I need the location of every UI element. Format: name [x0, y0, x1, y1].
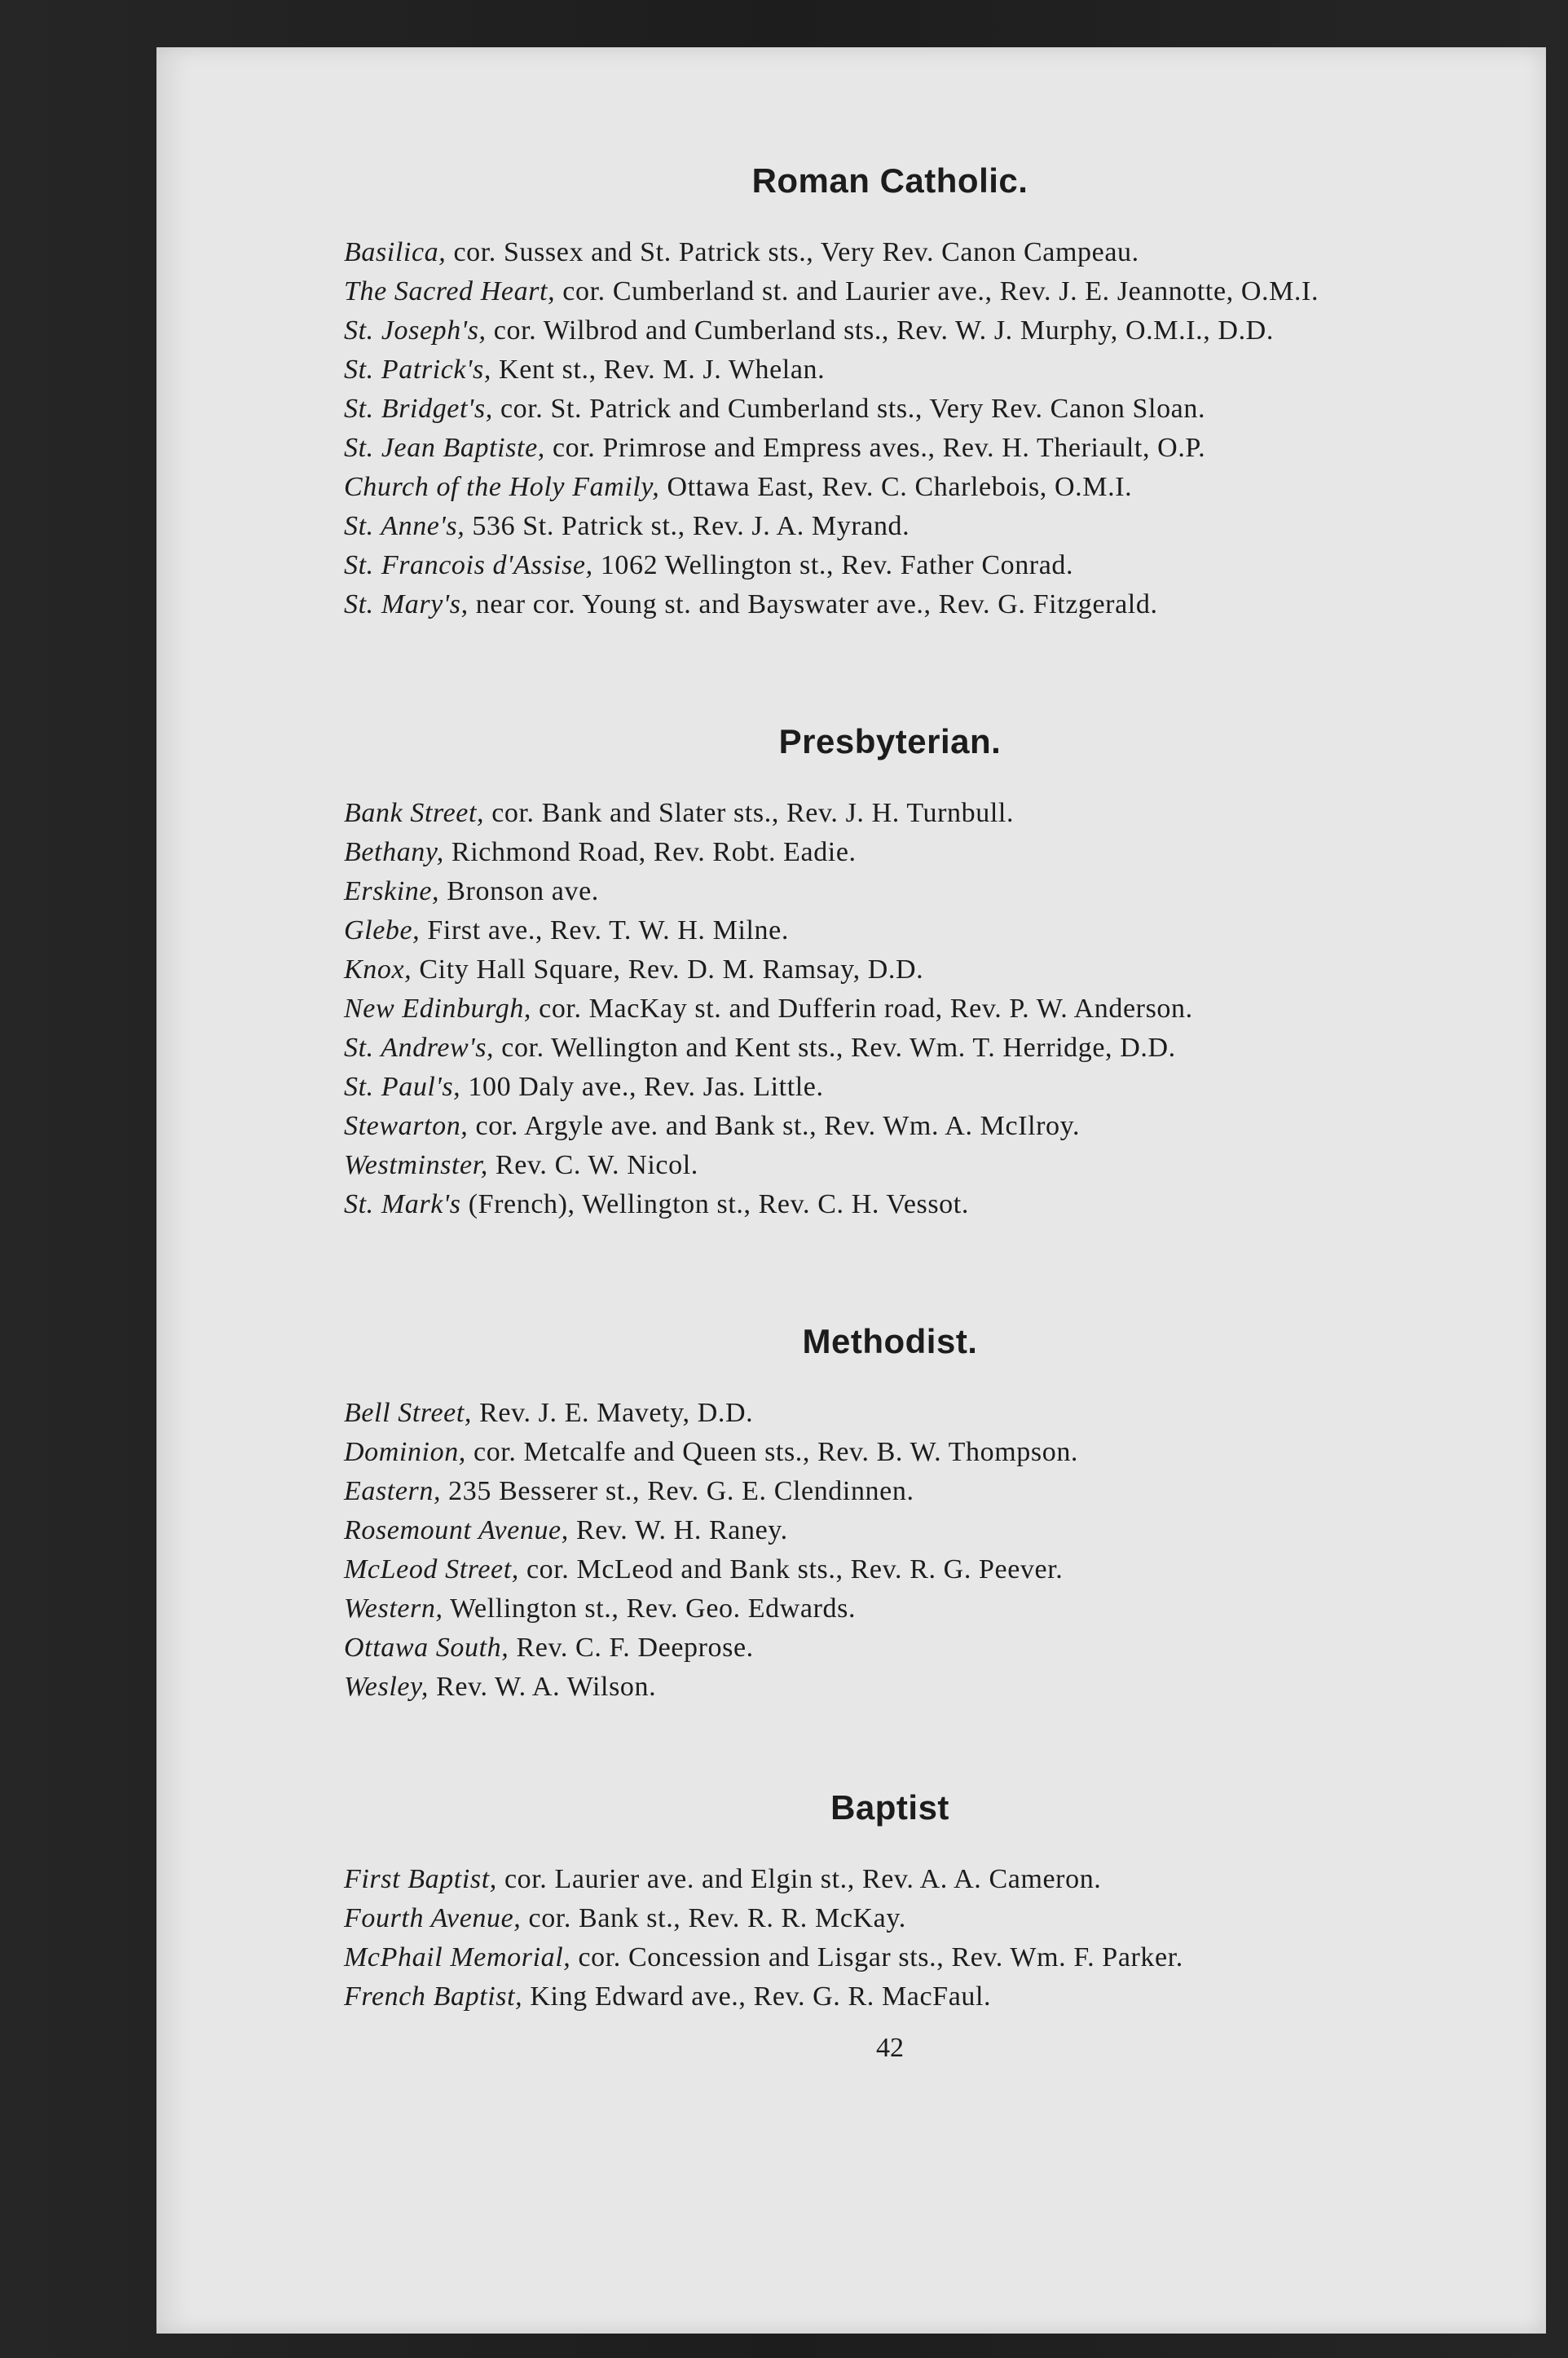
church-details: cor. Wilbrod and Cumberland sts., Rev. W. J. Murphy, O.M.I., D.D.: [486, 315, 1274, 346]
church-name: St. Jean Baptiste,: [344, 433, 545, 463]
document-page: [156, 47, 1546, 2334]
church-details: cor. Argyle ave. and Bank st., Rev. Wm. A. McIlroy.: [468, 1111, 1081, 1141]
church-name: Bethany,: [344, 837, 444, 867]
section-title: Roman Catholic.: [751, 161, 1028, 200]
church-details: cor. McLeod and Bank sts., Rev. R. G. Peever.: [518, 1554, 1064, 1584]
church-details: 235 Besserer st., Rev. G. E. Clendinnen.: [441, 1476, 914, 1506]
church-name: St. Francois d'Assise,: [344, 550, 593, 580]
church-entry: [344, 1977, 1436, 2016]
church-list: [344, 1394, 1436, 1707]
section-spacer: [344, 1707, 1436, 1788]
church-name: St. Paul's,: [344, 1072, 461, 1102]
section-presbyterian: [344, 722, 1436, 1224]
church-entry: [344, 350, 1436, 390]
church-entry: [344, 1068, 1436, 1107]
church-entry: [344, 794, 1436, 833]
church-details: City Hall Square, Rev. D. M. Ramsay, D.D.: [412, 954, 924, 985]
church-details: near cor. Young st. and Bayswater ave., Rev. G. Fitzgerald.: [468, 589, 1158, 619]
church-details: cor. Sussex and St. Patrick sts., Very Rev. Canon Campeau.: [446, 237, 1139, 267]
church-name: Eastern,: [344, 1476, 442, 1506]
church-name: Ottawa South,: [344, 1633, 509, 1663]
church-details: cor. Concession and Lisgar sts., Rev. Wm. F. Parker.: [570, 1942, 1183, 1972]
church-details: First ave., Rev. T. W. H. Milne.: [420, 915, 789, 945]
church-details: cor. St. Patrick and Cumberland sts., Very Rev. Canon Sloan.: [492, 394, 1206, 424]
church-name: Erskine,: [344, 876, 440, 906]
church-entry: [344, 390, 1436, 429]
church-details: Rev. J. E. Mavety, D.D.: [472, 1398, 754, 1428]
church-details: cor. Bank and Slater sts., Rev. J. H. Turnbull.: [484, 798, 1015, 828]
church-name: St. Bridget's,: [344, 394, 493, 424]
church-name: Bell Street,: [344, 1398, 472, 1428]
church-entry: [344, 429, 1436, 468]
church-details: Rev. W. H. Raney.: [568, 1515, 788, 1545]
church-entry: [344, 1394, 1436, 1433]
church-details: 1062 Wellington st., Rev. Father Conrad.: [592, 550, 1074, 580]
church-name: St. Anne's,: [344, 511, 465, 541]
section-baptist: [344, 1788, 1436, 2016]
church-entry: [344, 585, 1436, 624]
church-details: cor. MacKay st. and Dufferin road, Rev. P. W. Anderson.: [531, 994, 1193, 1024]
church-details: (French), Wellington st., Rev. C. H. Vessot.: [460, 1189, 969, 1219]
church-details: 536 St. Patrick st., Rev. J. A. Myrand.: [465, 511, 910, 541]
church-details: cor. Metcalfe and Queen sts., Rev. B. W. Thompson.: [465, 1437, 1079, 1467]
church-name: Knox,: [344, 954, 412, 985]
church-entry: [344, 546, 1436, 585]
church-entry: [344, 1433, 1436, 1472]
church-entry: [344, 1668, 1436, 1707]
church-details: cor. Laurier ave. and Elgin st., Rev. A. A. Cameron.: [496, 1864, 1102, 1894]
church-details: cor. Primrose and Empress aves., Rev. H. Theriault, O.P.: [544, 433, 1206, 463]
church-name: Bank Street,: [344, 798, 485, 828]
church-name: St. Joseph's,: [344, 315, 487, 346]
church-entry: [344, 1029, 1436, 1068]
church-name: McPhail Memorial,: [344, 1942, 571, 1972]
church-name: Westminster,: [344, 1150, 488, 1180]
church-entry: [344, 1938, 1436, 1977]
church-entry: [344, 1146, 1436, 1185]
section-title: Presbyterian.: [778, 722, 1002, 760]
church-entry: [344, 989, 1436, 1029]
church-details: Rev. C. W. Nicol.: [487, 1150, 698, 1180]
church-entry: [344, 233, 1436, 272]
church-name: Glebe,: [344, 915, 421, 945]
church-details: cor. Wellington and Kent sts., Rev. Wm. T. Herridge, D.D.: [494, 1033, 1176, 1063]
page-content: [344, 161, 1436, 2064]
church-name: Church of the Holy Family,: [344, 472, 660, 502]
church-entry: [344, 1629, 1436, 1668]
church-details: Rev. W. A. Wilson.: [428, 1672, 657, 1702]
church-name: Wesley,: [344, 1672, 429, 1702]
church-entry: [344, 311, 1436, 350]
church-name: Stewarton,: [344, 1111, 469, 1141]
church-list: [344, 1860, 1436, 2016]
church-details: cor. Bank st., Rev. R. R. McKay.: [521, 1903, 906, 1933]
church-name: St. Andrew's,: [344, 1033, 495, 1063]
church-name: Western,: [344, 1593, 443, 1624]
church-list: [344, 233, 1436, 624]
church-details: Kent st., Rev. M. J. Whelan.: [491, 355, 826, 385]
church-details: Richmond Road, Rev. Robt. Eadie.: [443, 837, 857, 867]
church-name: McLeod Street,: [344, 1554, 519, 1584]
church-details: cor. Cumberland st. and Laurier ave., Rev. J. E. Jeannotte, O.M.I.: [555, 276, 1319, 306]
church-entry: [344, 833, 1436, 872]
church-details: Ottawa East, Rev. C. Charlebois, O.M.I.: [659, 472, 1133, 502]
church-entry: [344, 1550, 1436, 1589]
section-spacer: [344, 624, 1436, 722]
church-entry: [344, 1899, 1436, 1938]
church-details: Wellington st., Rev. Geo. Edwards.: [443, 1593, 857, 1624]
church-details: King Edward ave., Rev. G. R. MacFaul.: [522, 1981, 992, 2012]
section-spacer: [344, 1224, 1436, 1322]
church-entry: [344, 911, 1436, 950]
church-entry: [344, 1472, 1436, 1511]
church-details: Bronson ave.: [439, 876, 599, 906]
church-name: First Baptist,: [344, 1864, 497, 1894]
church-entry: [344, 1511, 1436, 1550]
church-name: Basilica,: [344, 237, 447, 267]
church-entry: [344, 872, 1436, 911]
church-entry: [344, 507, 1436, 546]
church-entry: [344, 468, 1436, 507]
church-name: New Edinburgh,: [344, 994, 532, 1024]
church-name: The Sacred Heart,: [344, 276, 556, 306]
church-entry: [344, 272, 1436, 311]
church-details: 100 Daly ave., Rev. Jas. Little.: [460, 1072, 824, 1102]
church-entry: [344, 1107, 1436, 1146]
section-methodist: [344, 1322, 1436, 1707]
church-name: St. Mark's: [344, 1189, 461, 1219]
section-title: Methodist.: [802, 1322, 978, 1360]
church-name: St. Mary's,: [344, 589, 469, 619]
church-entry: [344, 1860, 1436, 1899]
church-name: Fourth Avenue,: [344, 1903, 522, 1933]
page-number: 42: [876, 2033, 904, 2063]
church-entry: [344, 1589, 1436, 1629]
church-entry: [344, 1185, 1436, 1224]
church-entry: [344, 950, 1436, 989]
church-list: [344, 794, 1436, 1224]
church-details: Rev. C. F. Deeprose.: [509, 1633, 754, 1663]
section-title: Baptist: [830, 1788, 949, 1827]
church-name: Dominion,: [344, 1437, 466, 1467]
section-roman-catholic: [344, 161, 1436, 624]
church-name: Rosemount Avenue,: [344, 1515, 569, 1545]
church-name: St. Patrick's,: [344, 355, 491, 385]
church-name: French Baptist,: [344, 1981, 523, 2012]
